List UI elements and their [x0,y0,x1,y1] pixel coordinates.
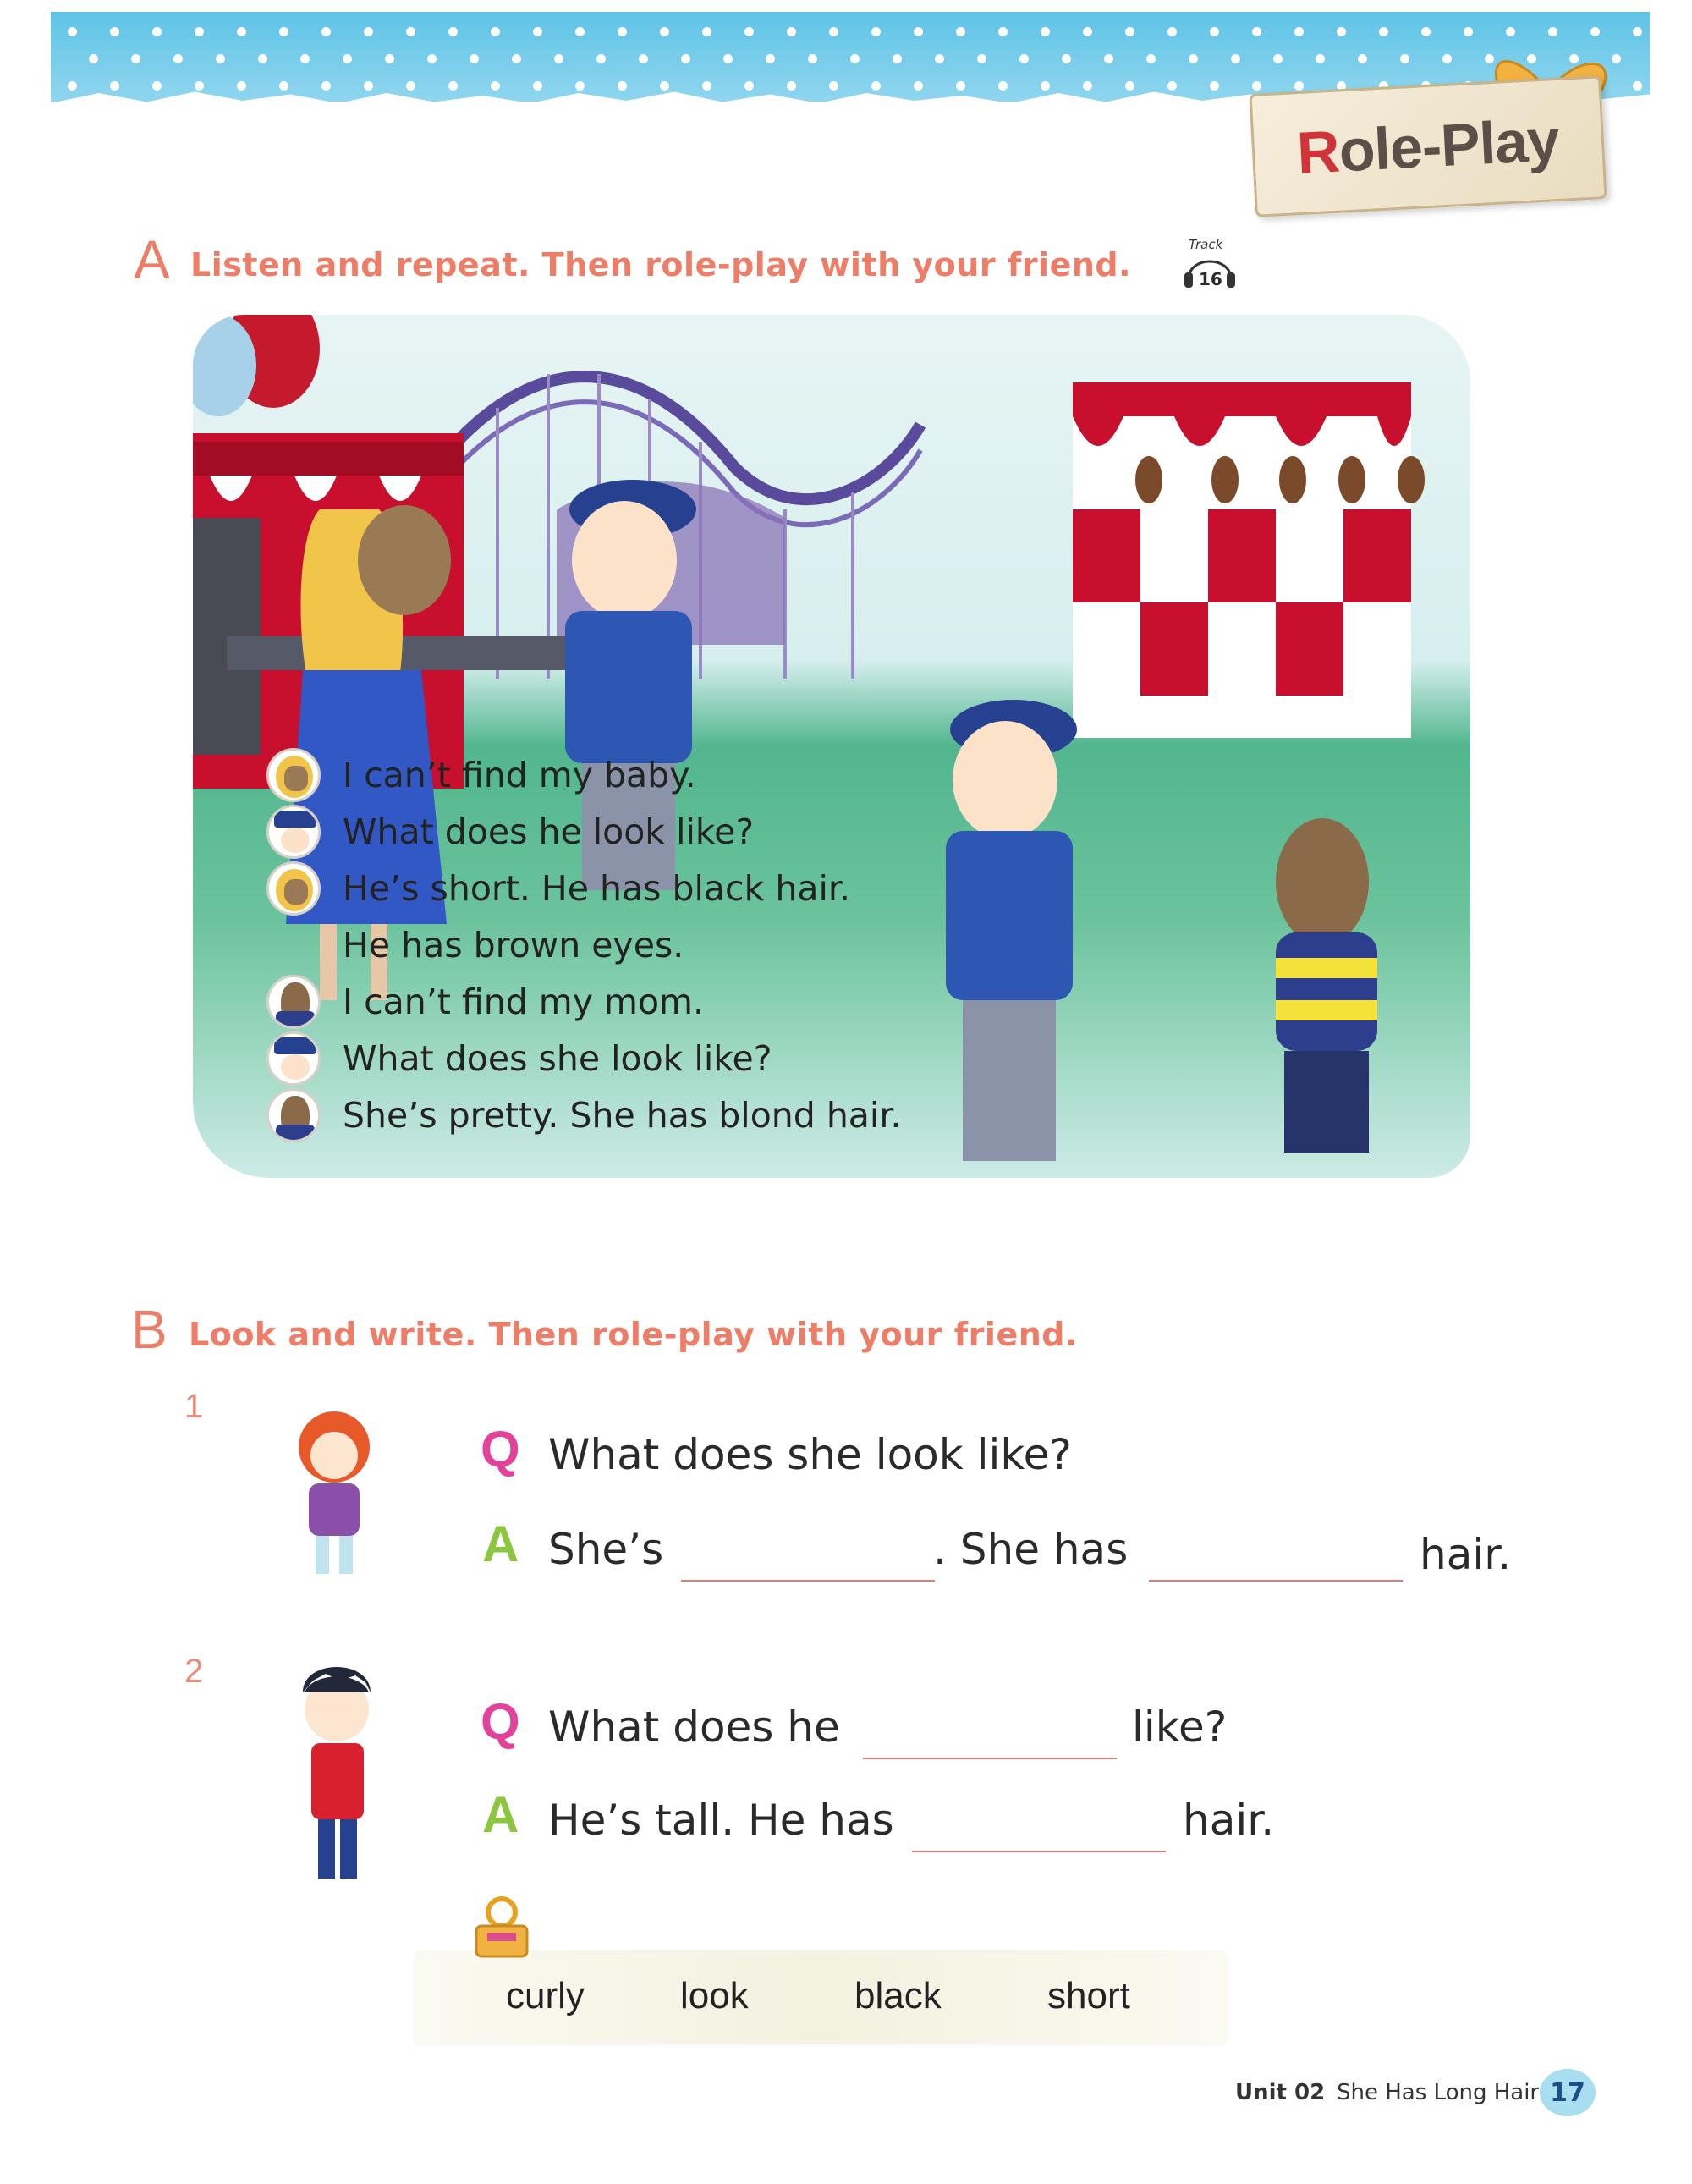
answer-badge-icon: A [482,1786,519,1843]
banner-dot [1210,81,1219,91]
banner-dot [364,27,373,36]
banner-dot [893,54,902,63]
banner-dot [871,81,881,91]
section-a-instruction: Listen and repeat. Then role-play with your friend. [190,246,1132,283]
banner-dot [68,81,77,91]
banner-dot [1104,54,1113,63]
colt-avatar-icon [266,1088,321,1142]
dialogue-line [266,916,1028,973]
banner-dot [385,54,394,63]
banner-dot [89,54,98,63]
banner-dot [618,27,627,36]
footer-title: She Has Long Hair [1337,2080,1540,2105]
dialogue-text: He has brown eyes. [343,924,684,965]
answer-badge-icon: A [482,1516,519,1572]
banner-dot [766,54,775,63]
dialogue-line [266,1086,1028,1143]
banner-dot [1590,27,1600,36]
banner-dot [1506,27,1515,36]
page-title: Role-Play [1295,106,1561,187]
banner-dot [618,81,627,91]
banner-dot [871,27,881,36]
dialogue-line [266,1030,1028,1086]
answer-text-part3: hair. [1420,1530,1512,1579]
dialogue-text: What does he look like? [343,811,755,852]
banner-dot [1019,54,1029,63]
word-bank-item: short [1047,1975,1130,2016]
dialogue-line [266,746,1028,803]
banner-dot [533,27,542,36]
banner-dot [1252,27,1261,36]
banner-dot [110,27,119,36]
banner-dot [808,54,817,63]
audio-track-badge[interactable] [1180,237,1239,291]
banner-dot [1167,81,1177,91]
banner-dot [977,54,986,63]
banner-dot [723,54,733,63]
banner-dot [131,54,140,63]
banner-dot [914,81,923,91]
dialogue-text: He’s short. He has black hair. [343,867,850,909]
banner-dot [787,27,796,36]
dialogue-text: I can’t find my mom. [343,981,705,1022]
banner-dot [956,81,965,91]
banner-dot [110,81,119,91]
banner-dot [237,27,246,36]
banner-dot [575,81,585,91]
banner-dot [575,27,585,36]
banner-dot [998,81,1008,91]
banner-dot [998,27,1008,36]
section-b-letter: B [131,1299,168,1360]
banner-dot [470,54,479,63]
banner-dot [744,81,754,91]
banner-dot [681,54,690,63]
banner-dot [1358,54,1367,63]
banner-dot [216,54,225,63]
banner-dot [1146,54,1156,63]
banner-dot [1125,81,1134,91]
track-label: Track [1189,237,1223,252]
banner-dot [1189,54,1198,63]
banner-dot [152,81,162,91]
question-text-part1: What does he [548,1703,840,1752]
dialogue-text: She’s pretty. She has blond hair. [343,1094,902,1136]
role-play-title-card [1249,75,1607,217]
question-badge-icon: Q [481,1693,520,1750]
banner-dot [68,27,77,36]
banner-dot [1273,54,1283,63]
banner-dot [279,27,288,36]
banner-dot [321,27,331,36]
banner-dot [850,54,860,63]
banner-dot [1041,27,1050,36]
banner-dot [1400,54,1409,63]
banner-dot [1231,54,1240,63]
answer-text-part1: She’s [548,1525,664,1574]
banner-dot [1167,27,1177,36]
banner-dot [1464,27,1473,36]
answer-blank[interactable] [912,1850,1166,1852]
dialogue-text: What does she look like? [343,1037,772,1079]
banner-dot [300,54,310,63]
banner-dot [914,27,923,36]
banner-dot [660,27,669,36]
banner-dot [639,54,648,63]
banner-dot [195,81,204,91]
banner-dot [935,54,944,63]
banner-dot [173,54,183,63]
banner-dot [279,81,288,91]
banner-dot [343,54,352,63]
banner-dot [1294,81,1304,91]
banner-dot [321,81,331,91]
answer-text-part2: hair. [1183,1796,1275,1845]
banner-dot [195,27,204,36]
banner-dot [956,27,965,36]
banner-dot [1633,27,1642,36]
word-bank-item: black [854,1975,942,2016]
banner-dot [533,81,542,91]
banner-dot [1379,27,1388,36]
banner-dot [237,81,246,91]
answer-blank-2[interactable] [1149,1579,1403,1582]
question-blank[interactable] [863,1757,1117,1759]
banner-dot [1548,27,1557,36]
curly-hair-girl-icon [288,1409,381,1587]
question-text-part2: like? [1132,1703,1228,1752]
answer-blank-1[interactable] [681,1579,935,1582]
banner-dot [1125,27,1134,36]
banner-dot [491,81,500,91]
banner-dot [448,81,458,91]
banner-dot [427,54,437,63]
banner-dot [702,81,711,91]
binder-clip-icon [464,1895,540,1980]
banner-dot [448,27,458,36]
track-number: 16 [1199,269,1222,289]
section-a-letter: A [134,229,170,290]
banner-dot [596,54,606,63]
banner-dot [1252,81,1261,91]
banner-dot [1083,81,1092,91]
banner-dot [406,27,415,36]
banner-dot [1294,27,1304,36]
girl-pony-avatar-icon [266,748,321,802]
banner-dot [258,54,267,63]
question-text: What does she look like? [548,1430,1072,1479]
banner-dot [364,81,373,91]
dialogue-text: I can’t find my baby. [343,754,696,795]
colt-avatar-icon [266,975,321,1029]
girl-pony-avatar-icon [266,861,321,916]
banner-dot [1083,27,1092,36]
tall-boy-icon [288,1659,385,1887]
item-number: 2 [184,1653,204,1690]
banner-dot [1210,27,1219,36]
banner-dot [512,54,521,63]
banner-dot [152,27,162,36]
banner-dot [829,81,838,91]
banner-dot [660,81,669,91]
answer-text-part2: . She has [933,1525,1129,1574]
item-number: 1 [184,1388,204,1425]
banner-dot [406,81,415,91]
question-badge-icon: Q [481,1421,520,1477]
banner-dot [744,27,754,36]
banner-dot [702,27,711,36]
banner-dot [554,54,563,63]
banner-dot [1442,54,1452,63]
page-number: 17 [1540,2069,1596,2116]
banner-dot [829,27,838,36]
dialogue-line [266,860,1028,916]
banner-dot [1421,27,1431,36]
section-b-instruction: Look and write. Then role-play with your friend. [189,1316,1078,1353]
banner-dot [1316,54,1325,63]
footer-unit: Unit 02 [1235,2080,1326,2105]
answer-text-part1: He’s tall. He has [548,1796,894,1845]
banner-dot [1633,81,1642,91]
banner-dot [1337,27,1346,36]
banner-dot [491,27,500,36]
police-officer-avatar-icon [266,805,321,859]
dialogue-line [266,973,1028,1030]
police-officer-avatar-icon [266,1031,321,1086]
banner-dot [1041,81,1050,91]
dialogue-line [266,803,1028,860]
banner-dot [1062,54,1071,63]
word-bank-item: look [680,1975,749,2016]
banner-dot [787,81,796,91]
word-bank-item: curly [506,1975,585,2016]
